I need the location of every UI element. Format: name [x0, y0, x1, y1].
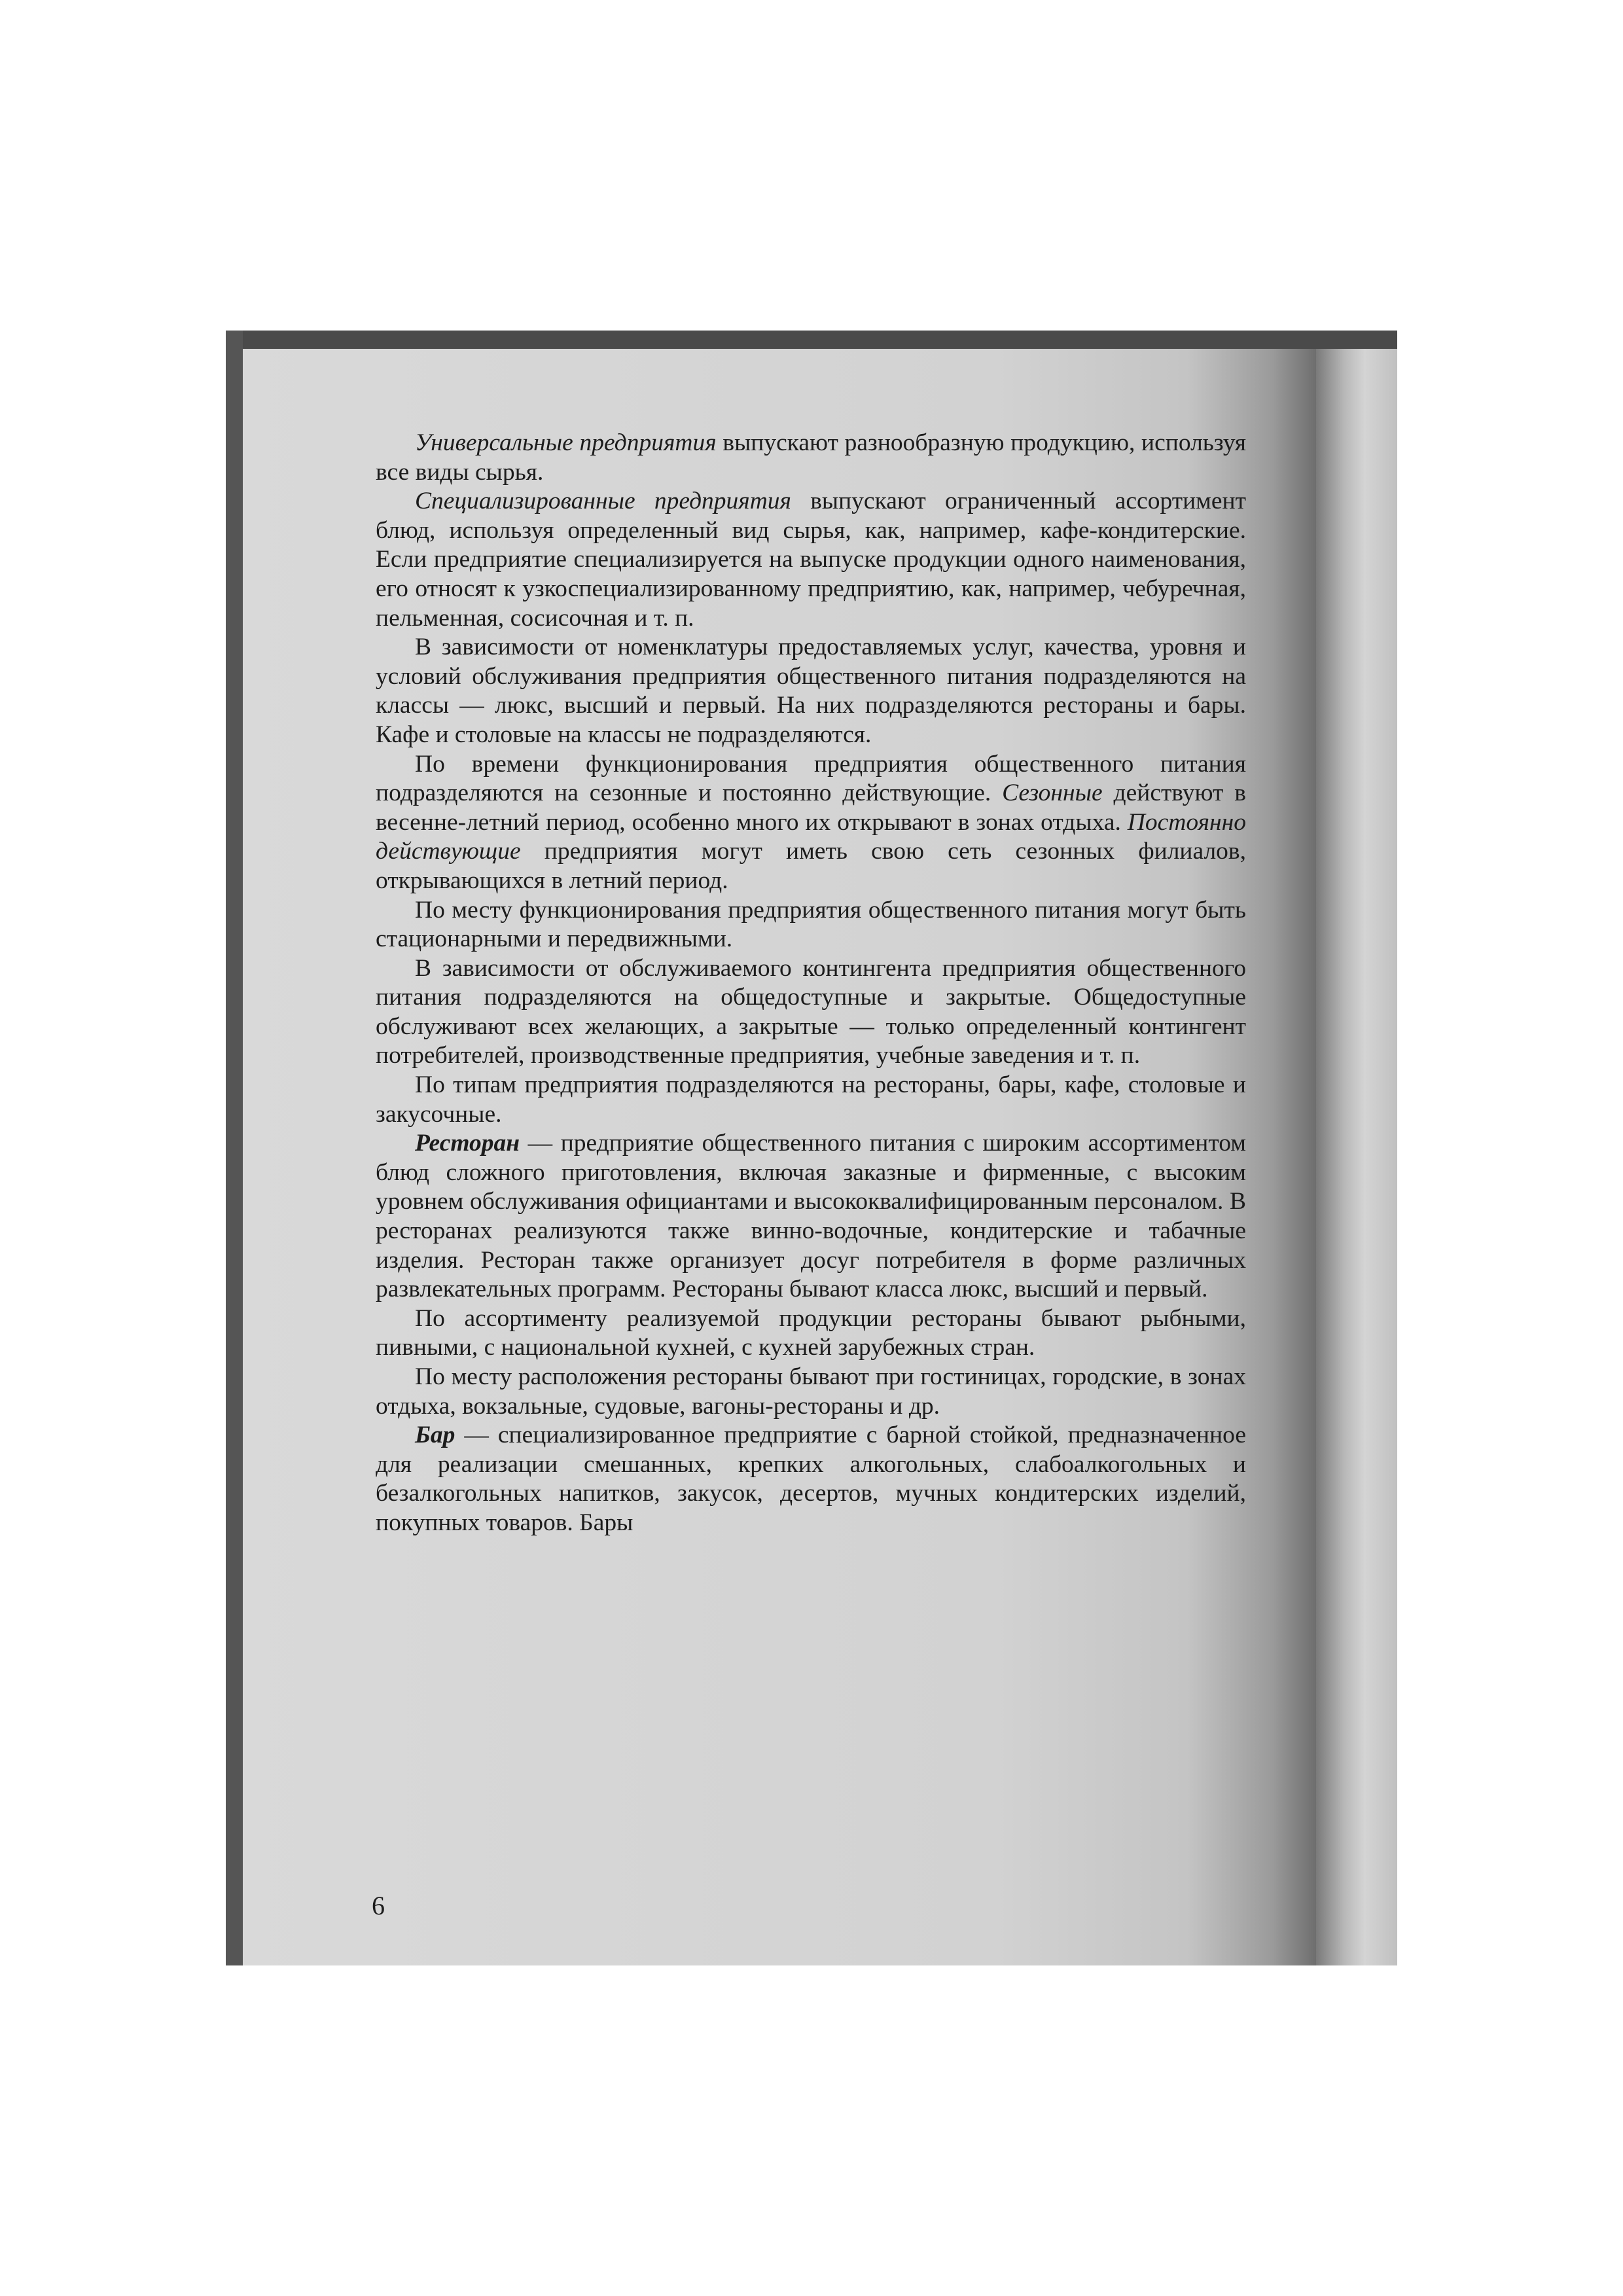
paragraph-location: По месту функционирования предприятия общественного питания могут быть стационарными и передвижными. — [376, 896, 1246, 953]
paragraph-universal: Универсальные предприятия выпускают разнообразную продукцию, используя все виды сырья. — [376, 429, 1246, 486]
paragraph-specialized: Специализированные предприятия выпускают ограниченный ассортимент блюд, используя определенный вид сырья, как, например, кафе-кондитерские. Если предприятие специализируется на выпуске продукции одного наименования, его относят к узкоспециализированному предприятию, как, например, чебуречная, пельменная, сосисочная и т. п. — [376, 488, 1246, 632]
paragraph-assortment: По ассортименту реализуемой продукции рестораны бывают рыбными, пивными, с национальной кухней, с кухней зарубежных стран. — [376, 1304, 1246, 1361]
paragraph-placement: По месту расположения рестораны бывают при гостиницах, городские, в зонах отдыха, вокзальные, судовые, вагоны-рестораны и др. — [376, 1363, 1246, 1420]
book-gutter-shadow — [1316, 349, 1397, 1965]
paragraph-classes: В зависимости от номенклатуры предоставляемых услуг, качества, уровня и условий обслуживания предприятия общественного питания подразделяются на классы — люкс, высший и первый. На них подразделяются рестораны и бары. Кафе и столовые на классы не подразделяются. — [376, 634, 1246, 748]
term-bar: Бар — [415, 1422, 455, 1449]
term-specialized: Специализированные предприятия — [415, 488, 791, 515]
paragraph-contingent: В зависимости от обслуживаемого контингента предприятия общественного питания подразделяются на общедоступные и закрытые. Общедоступные обслуживают всех желающих, а закрытые — только определенный контингент потребителей, производственные предприятия, учебные заведения и т. п. — [376, 954, 1246, 1069]
paragraph-seasonal: По времени функционирования предприятия общественного питания подразделяются на сезонные и постоянно действующие. Сезонные действуют в весенне-летний период, особенно много их открывают в зонах отдыха. Постоянно действующие предприятия могут иметь свою сеть сезонных филиалов, открывающихся в летний период. — [376, 750, 1246, 894]
scan-top-edge — [226, 331, 1397, 349]
page-number: 6 — [372, 1891, 385, 1920]
paragraph-types: По типам предприятия подразделяются на рестораны, бары, кафе, столовые и закусочные. — [376, 1071, 1246, 1128]
term-permanent: Постоянно действующие — [376, 808, 1246, 865]
scan-left-edge — [226, 331, 243, 1965]
page-body-text — [376, 429, 1246, 1538]
paragraph-restaurant: Ресторан — предприятие общественного питания с широким ассортиментом блюд сложного приготовления, включая заказные и фирменные, с высоким уровнем обслуживания официантами и высококвалифицированным персоналом. В ресторанах реализуются также винно-водочные, кондитерские и табачные изделия. Ресторан также организует досуг потребителя в форме различных развлекательных программ. Рестораны бывают класса люкс, высший и первый. — [376, 1130, 1246, 1303]
term-universal: Универсальные предприятия — [415, 429, 717, 456]
paragraph-bar: Бар — специализированное предприятие с барной стойкой, предназначенное для реализации смешанных, крепких алкогольных, слабоалкогольных и безалкогольных напитков, закусок, десертов, мучных кондитерских изделий, покупных товаров. Бары — [376, 1422, 1246, 1536]
term-seasonal: Сезонные — [1002, 780, 1103, 807]
term-restaurant: Ресторан — [415, 1130, 520, 1157]
